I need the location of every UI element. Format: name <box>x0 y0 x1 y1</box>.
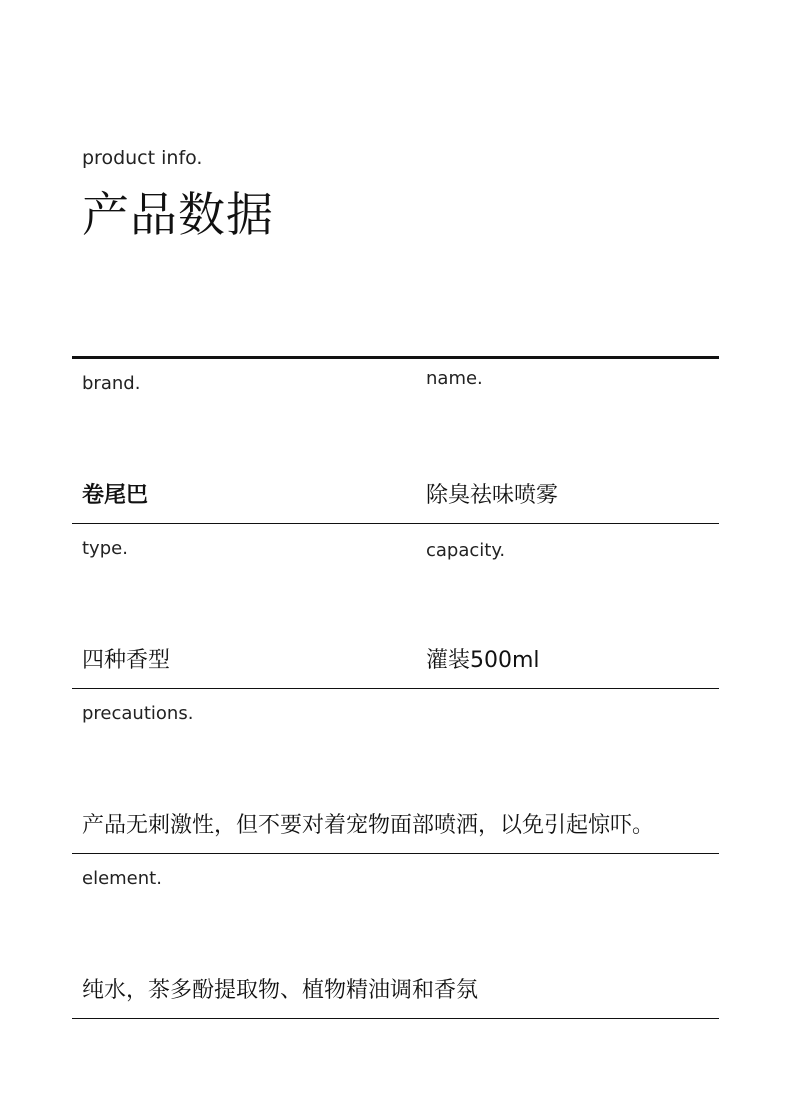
element-value: 纯水，茶多酚提取物、植物精油调和香氛 <box>82 978 479 1003</box>
brand-value: 卷尾巴 <box>82 483 149 508</box>
precautions-label: precautions. <box>82 703 194 724</box>
type-label: type. <box>82 538 128 559</box>
row-divider-3 <box>72 853 719 854</box>
capacity-value: 灌装500ml <box>426 648 540 673</box>
section-subtitle: product info. <box>82 147 203 169</box>
name-label: name. <box>426 368 483 389</box>
element-label: element. <box>82 868 162 889</box>
name-value: 除臭祛味喷雾 <box>426 483 559 508</box>
table-top-divider <box>72 356 719 359</box>
type-value: 四种香型 <box>82 648 171 673</box>
brand-label: brand. <box>82 373 141 394</box>
table-bottom-divider <box>72 1018 719 1019</box>
capacity-label: capacity. <box>426 540 506 561</box>
row-divider-2 <box>72 688 719 689</box>
precautions-value: 产品无刺激性，但不要对着宠物面部喷洒，以免引起惊吓。 <box>82 813 655 838</box>
page-title: 产品数据 <box>82 188 274 243</box>
row-divider-1 <box>72 523 719 524</box>
